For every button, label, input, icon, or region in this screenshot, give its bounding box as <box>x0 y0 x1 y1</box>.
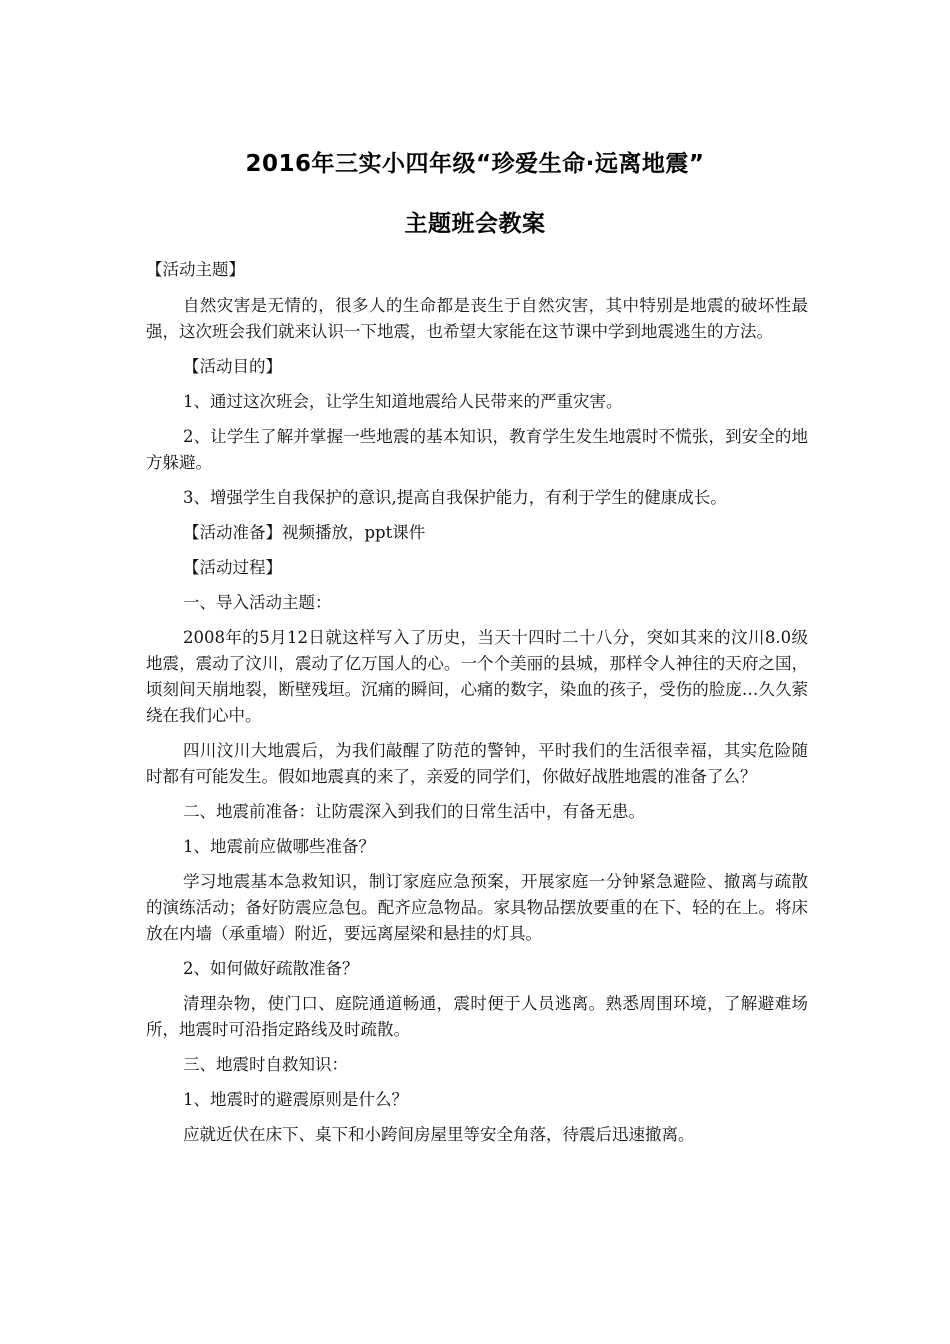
paragraph-theme-text: 自然灾害是无情的，很多人的生命都是丧生于自然灾害，其中特别是地震的破坏性最强，这次班会我们就来认识一下地震，也希望大家能在这节课中学到地震逃生的方法。 <box>146 296 808 341</box>
paragraph-wenchuan-warning: 四川汶川大地震后，为我们敲醒了防范的警钟，平时我们的生活很幸福，其实危险随时都有可能发生。假如地震真的来了，亲爱的同学们，你做好战胜地震的准备了么？ <box>146 741 808 786</box>
step-heading-3: 三、地震时自救知识： <box>183 1055 348 1074</box>
answer-2: 清理杂物，使门口、庭院通道畅通，震时便于人员逃离。熟悉周围环境，了解避难场所，地震时可沿指定路线及时疏散。 <box>146 994 808 1039</box>
document-title-line-2: 主题班会教案 <box>404 211 546 237</box>
goal-item-3: 3、增强学生自我保护的意识,提高自我保护能力，有利于学生的健康成长。 <box>183 488 727 507</box>
question-2: 2、如何做好疏散准备？ <box>183 959 359 978</box>
document-body <box>146 257 808 1157</box>
document-title-line-1: 2016年三实小四年级“珍爱生命·远离地震” <box>245 151 705 177</box>
question-1: 1、地震前应做哪些准备？ <box>183 837 375 856</box>
question-3: 1、地震时的避震原则是什么？ <box>183 1090 408 1109</box>
section-label-goals: 【活动目的】 <box>183 357 282 376</box>
answer-1: 学习地震基本急救知识，制订家庭应急预案，开展家庭一分钟紧急避险、撤离与疏散的演练活动；备好防震应急包。配齐应急物品。家具物品摆放要重的在下、轻的在上。将床放在内墙（承重墙）附近，要远离屋梁和悬挂的灯具。 <box>146 872 808 943</box>
goal-item-2: 2、让学生了解并掌握一些地震的基本知识，教育学生发生地震时不慌张，到安全的地方躲避。 <box>146 427 808 472</box>
paragraph-wenchuan-history: 2008年的5月12日就这样写入了历史，当天十四时二十八分，突如其来的汶川8.0级地震，震动了汶川，震动了亿万国人的心。一个个美丽的县城，那样令人神往的天府之国，顷刻间天崩地裂，断壁残垣。沉痛的瞬间，心痛的数字，染血的孩子，受伤的脸庞…久久萦绕在我们心中。 <box>146 628 808 725</box>
answer-3: 应就近伏在床下、桌下和小跨间房屋里等安全角落，待震后迅速撤离。 <box>183 1125 695 1144</box>
step-heading-2: 二、地震前准备：让防震深入到我们的日常生活中，有备无患。 <box>183 802 645 821</box>
goal-item-1: 1、通过这次班会，让学生知道地震给人民带来的严重灾害。 <box>183 392 623 411</box>
step-heading-1: 一、导入活动主题： <box>183 593 332 612</box>
section-label-theme: 【活动主题】 <box>146 260 245 279</box>
section-label-process: 【活动过程】 <box>183 558 282 577</box>
section-label-preparation: 【活动准备】视频播放，ppt课件 <box>183 523 426 542</box>
